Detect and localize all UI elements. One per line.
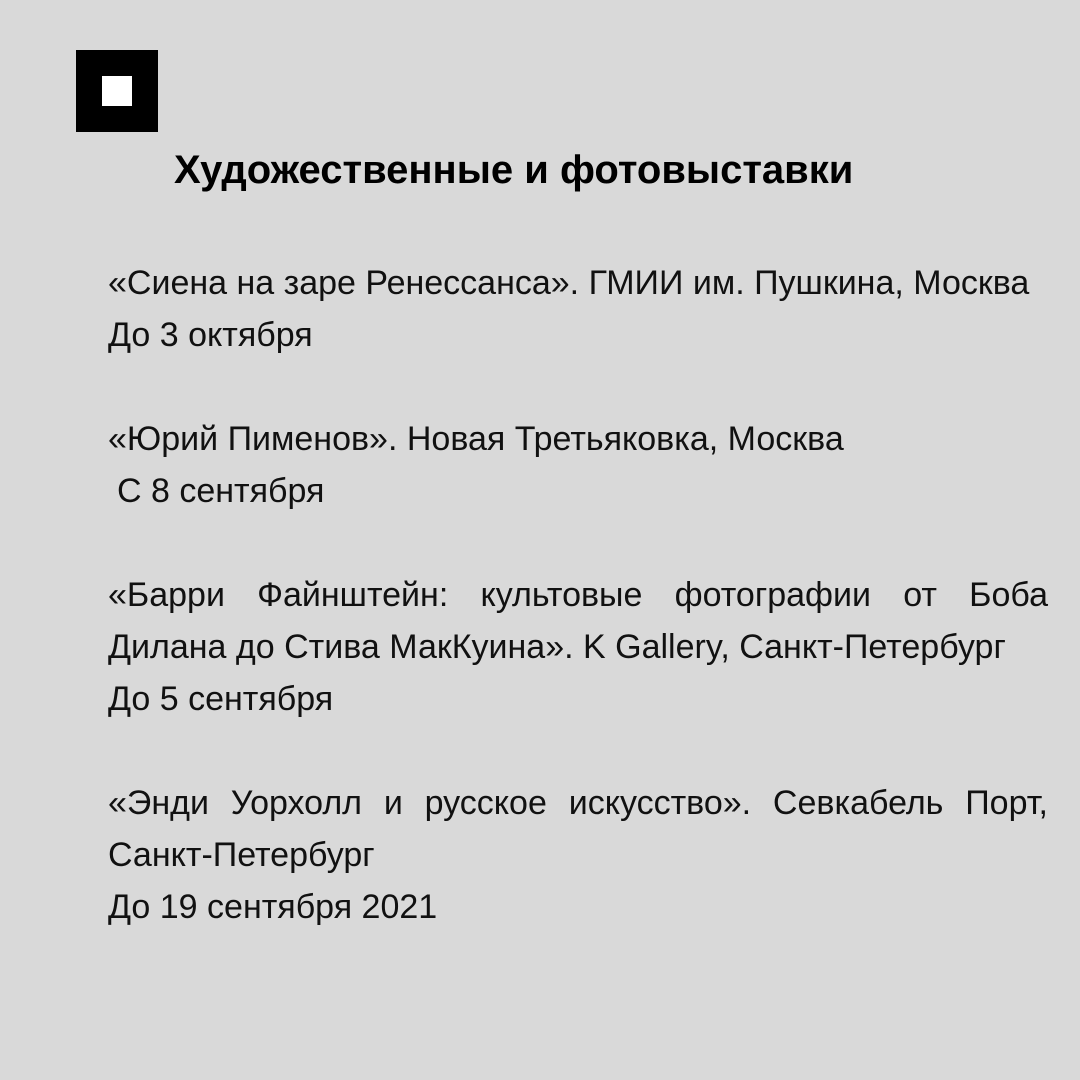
- exhibition-item: [108, 413, 1048, 517]
- exhibition-date: До 5 сентября: [108, 680, 334, 718]
- exhibition-item: [108, 777, 1048, 933]
- exhibition-item: [108, 569, 1048, 725]
- exhibition-title: «Сиена на заре Ренессанса». ГМИИ им. Пушкина, Москва: [108, 264, 1030, 302]
- exhibition-date: До 19 сентября 2021: [108, 888, 438, 926]
- exhibition-item: [108, 257, 1048, 361]
- exhibition-date: С 8 сентября: [117, 472, 325, 510]
- exhibition-title: «Юрий Пименов». Новая Третьяковка, Москва: [108, 420, 844, 458]
- exhibition-title: «Барри Файнштейн: культовые фотографии от Боба Дилана до Стива МакКуина». K Gallery, Санкт-Петербург: [108, 576, 1048, 666]
- logo-inner-square: [102, 76, 132, 106]
- square-logo-icon: [76, 50, 158, 132]
- exhibition-date: До 3 октября: [108, 316, 313, 354]
- page-title: Художественные и фотовыставки: [174, 148, 854, 192]
- exhibition-list: [108, 257, 1048, 985]
- exhibition-title: «Энди Уорхолл и русское искусство». Севкабель Порт, Санкт-Петербург: [108, 784, 1048, 874]
